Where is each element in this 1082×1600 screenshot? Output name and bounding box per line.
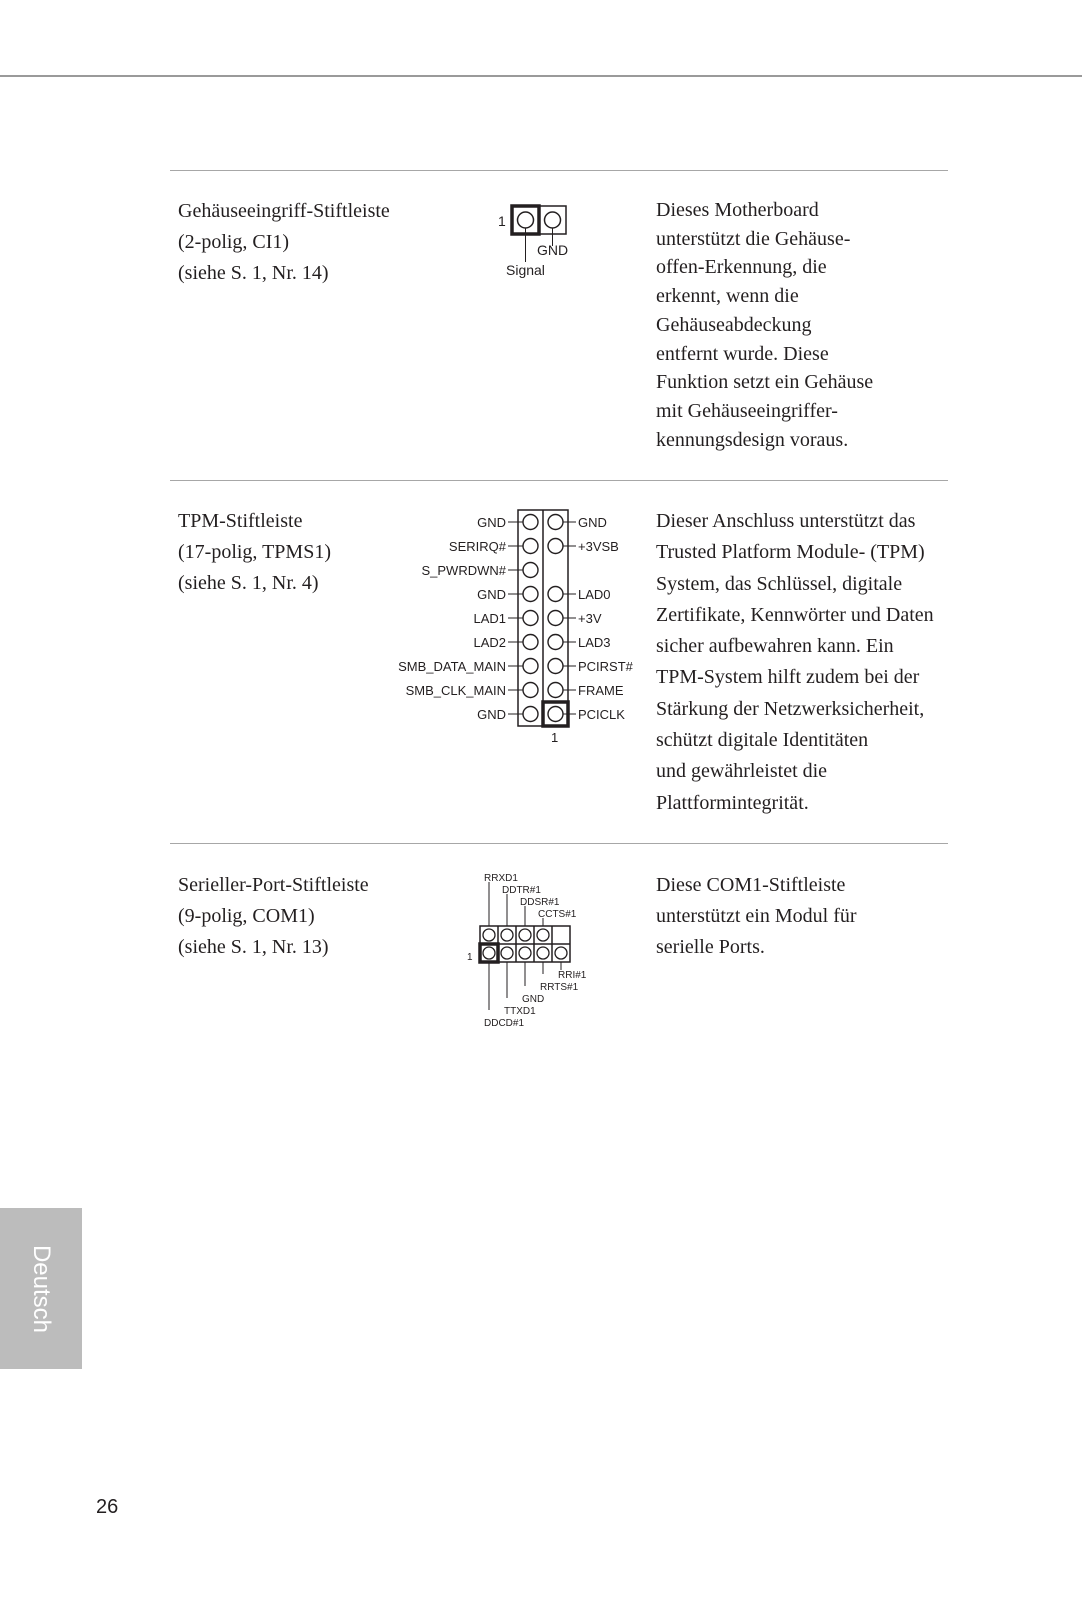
tpm-pin xyxy=(523,659,538,674)
title-line: (9-polig, COM1) xyxy=(178,905,315,927)
title-line: TPM-Stiftleiste xyxy=(178,510,303,532)
description-line: unterstützt die Gehäuse- xyxy=(656,227,851,250)
description-line: Zertifikate, Kennwörter und Daten xyxy=(656,603,934,626)
title-line: Serieller-Port-Stiftleiste xyxy=(178,874,369,896)
tpm-pin xyxy=(523,539,538,554)
description-line: sicher aufbewahren kann. Ein xyxy=(656,635,894,658)
pin-label-signal: Signal xyxy=(506,262,545,278)
tpm-pin xyxy=(523,611,538,626)
tpm-pin-label-right: +3V xyxy=(578,611,602,626)
pin-label: DDCD#1 xyxy=(484,1018,525,1028)
page-number: 26 xyxy=(96,1496,119,1518)
tpm-pin xyxy=(548,683,563,698)
tpm-pin-label-left: GND xyxy=(477,515,506,530)
tpm-pin xyxy=(523,635,538,650)
language-tab-label: Deutsch xyxy=(28,1244,55,1333)
tpm-header-diagram xyxy=(380,506,645,751)
language-side-tab xyxy=(0,1208,82,1369)
tpm-pin xyxy=(548,539,563,554)
tpm-pin-label-right: PCICLK xyxy=(578,707,625,722)
description-line: schützt digitale Identitäten xyxy=(656,729,869,752)
pin-label: TTXD1 xyxy=(504,1006,536,1017)
chassis-intrusion-header-diagram xyxy=(490,196,610,291)
pin-label: GND xyxy=(522,994,545,1005)
description-line: Dieser Anschluss unterstützt das xyxy=(656,510,916,532)
pin-label: RRXD1 xyxy=(484,873,518,884)
description-line: erkennt, wenn die xyxy=(656,285,799,308)
section-divider xyxy=(170,480,948,481)
description-line: Funktion setzt ein Gehäuse xyxy=(656,371,874,394)
section-title xyxy=(178,196,428,289)
description-line: mit Gehäuseeingriffer- xyxy=(656,399,838,422)
tpm-pin-label-left: S_PWRDWN# xyxy=(421,563,506,578)
pin-label: RRTS#1 xyxy=(540,982,579,993)
tpm-pin-label-left: GND xyxy=(477,707,506,722)
com-header-diagram xyxy=(460,868,610,1033)
tpm-pin xyxy=(548,659,563,674)
description-line: serielle Ports. xyxy=(656,936,765,958)
tpm-pin-label-left: LAD1 xyxy=(473,611,506,626)
description-line: Gehäuseabdeckung xyxy=(656,313,812,336)
description-line: Diese COM1-Stiftleiste xyxy=(656,874,846,896)
pin-label: DDSR#1 xyxy=(520,897,560,908)
tpm-pin-label-right: FRAME xyxy=(578,683,624,698)
section-title xyxy=(178,870,428,963)
tpm-pin xyxy=(523,587,538,602)
tpm-pin xyxy=(523,515,538,530)
description-line: offen-Erkennung, die xyxy=(656,256,827,279)
pin-label: DDTR#1 xyxy=(502,885,541,896)
pin1-label: 1 xyxy=(498,213,506,229)
tpm-pin xyxy=(548,515,563,530)
tpm-pin xyxy=(548,611,563,626)
section-divider xyxy=(170,170,948,171)
section-description xyxy=(656,196,956,454)
tpm-pin xyxy=(523,707,538,722)
tpm-pin-label-right: +3VSB xyxy=(578,539,619,554)
description-line: Dieses Motherboard xyxy=(656,199,819,221)
tpm-pin xyxy=(548,707,563,722)
tpm-pin xyxy=(523,683,538,698)
tpm-pin-label-right: PCIRST# xyxy=(578,659,633,674)
tpm-pin-label-left: LAD2 xyxy=(473,635,506,650)
section-description xyxy=(656,870,956,963)
section-divider xyxy=(170,843,948,844)
title-line: (siehe S. 1, Nr. 14) xyxy=(178,262,329,284)
pin1-label: 1 xyxy=(551,730,559,745)
pin-label: CCTS#1 xyxy=(538,909,577,920)
title-line: (17-polig, TPMS1) xyxy=(178,541,331,563)
tpm-pin-label-left: SERIRQ# xyxy=(448,539,506,554)
title-line: Gehäuseeingriff-Stiftleiste xyxy=(178,200,390,222)
tpm-pin-label-left: SMB_DATA_MAIN xyxy=(398,659,506,674)
description-line: kennungsdesign voraus. xyxy=(656,428,849,451)
description-line: TPM-System hilft zudem bei der xyxy=(656,666,920,689)
title-line: (2-polig, CI1) xyxy=(178,231,290,253)
description-line: Trusted Platform Module- (TPM) xyxy=(656,541,925,564)
section-description xyxy=(656,506,956,819)
description-line: System, das Schlüssel, digitale xyxy=(656,572,903,595)
description-line: unterstützt ein Modul für xyxy=(656,905,857,927)
title-line: (siehe S. 1, Nr. 4) xyxy=(178,572,319,594)
description-line: Plattformintegrität. xyxy=(656,791,809,814)
title-line: (siehe S. 1, Nr. 13) xyxy=(178,936,329,958)
tpm-pin-label-right: LAD0 xyxy=(578,587,611,602)
tpm-pin xyxy=(548,587,563,602)
description-line: entfernt wurde. Diese xyxy=(656,342,829,365)
tpm-pin-label-left: SMB_CLK_MAIN xyxy=(405,683,506,698)
description-line: Stärkung der Netzwerksicherheit, xyxy=(656,697,925,720)
header-rule xyxy=(0,75,1082,77)
tpm-pin-label-right: GND xyxy=(578,515,607,530)
tpm-pin xyxy=(548,635,563,650)
description-line: und gewährleistet die xyxy=(656,760,828,783)
pin1-label: 1 xyxy=(467,952,473,963)
pin-label-gnd: GND xyxy=(537,242,569,258)
pin-label: RRI#1 xyxy=(558,970,587,981)
tpm-pin-label-left: GND xyxy=(477,587,506,602)
tpm-pin xyxy=(523,563,538,578)
tpm-pin-label-right: LAD3 xyxy=(578,635,611,650)
